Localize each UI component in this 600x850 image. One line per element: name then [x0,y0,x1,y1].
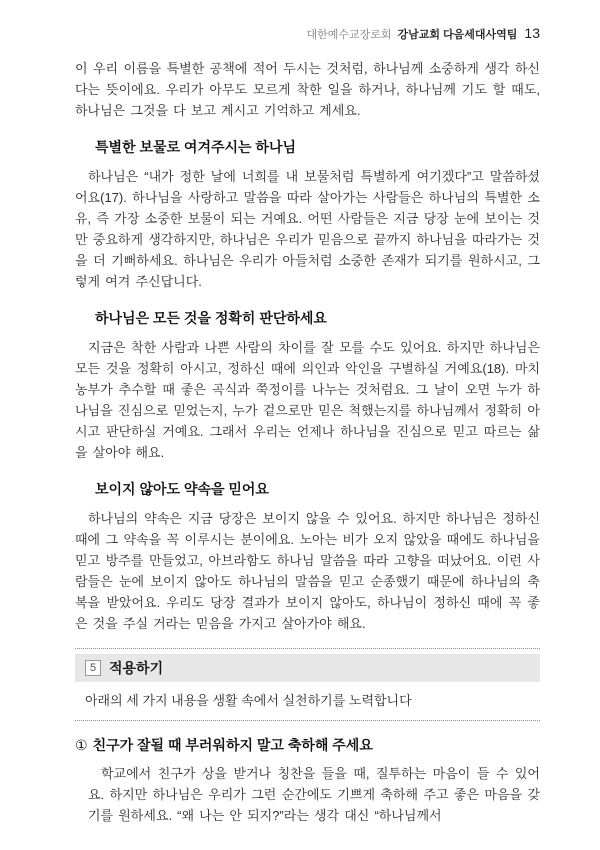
church-name: 강남교회 다음세대사역팀 [397,29,518,41]
application-item-title: 친구가 잘될 때 부러워하지 말고 축하해 주세요 [92,737,373,753]
section-heading-treasure: 특별한 보물로 여겨주시는 하나님 [95,139,297,155]
section-body-promise: 하나님의 약속은 지금 당장은 보이지 않을 수 있어요. 하지만 하나님은 정하신 때에 그 약속을 꼭 이루시는 분이에요. 노아는 비가 오지 않았을 때에도 하나님을 믿고 방주를 만들었고, 아브라함도 하나님 말씀을 따라 고향을 떠났어요. 이런 사람들은 눈에 보이지 않아도 하나님의 말씀을 믿고 순종했기 때문에 하나님의 축복을 받았어요. 우리도 당장 결과가 보이지 않아도, 하나님이 정하신 때에 꼭 좋은 것을 주실 거라는 믿음을 가지고 살아가야 해요. [75,511,540,631]
section-heading-judgment: 하나님은 모든 것을 정확히 판단하세요 [95,310,327,326]
apply-banner [75,654,540,682]
application-item-body: 학교에서 친구가 상을 받거나 칭찬을 들을 때, 질투하는 마음이 들 수 있어요. 하지만 하나님은 우리가 그런 순간에도 기쁘게 축하해 주고 좋은 마음을 갖기를 원하세요. “왜 나는 안 되지?”라는 생각 대신 “하나님께서 [88,766,540,823]
continued-paragraph: 이 우리 이름을 특별한 공책에 적어 두시는 것처럼, 하나님께 소중하게 생각 하신다는 뜻이에요. 우리가 아무도 모르게 착한 일을 하거나, 하나님께 기도 할 때도, 하나님은 그것을 다 보고 계시고 기억하고 계세요. [75,61,540,118]
publisher-name: 대한예수교장로회 [306,29,392,41]
apply-intro-text: 아래의 세 가지 내용을 생활 속에서 실천하기를 노력합니다 [85,693,412,708]
page-header [75,26,540,42]
application-item-heading [75,735,540,755]
section-body-judgment: 지금은 착한 사람과 나쁜 사람의 차이를 잘 모를 수도 있어요. 하지만 하나님은 모든 것을 정확히 아시고, 정하신 때에 의인과 악인을 구별하실 거예요(18). 마치 농부가 추수할 때 좋은 곡식과 쭉정이를 나누는 것처럼요. 그 날이 오면 누가 하나님을 진심으로 믿었는지, 누가 겉으로만 믿은 척했는지를 하나님께서 정확히 아시고 판단하실 거예요. 그래서 우리는 언제나 하나님을 진심으로 믿고 따르는 삶을 살아야 해요. [75,340,540,460]
circled-one-marker: ① [75,737,88,753]
section-heading-promise: 보이지 않아도 약속을 믿어요 [95,481,269,497]
apply-section [75,648,540,721]
section-body-treasure: 하나님은 “내가 정한 날에 너희를 내 보물처럼 특별하게 여기겠다”고 말씀하셨어요(17). 하나님을 사랑하고 말씀을 따라 살아가는 사람들은 하나님의 특별한 소유, 즉 가장 소중한 보물이 되는 거예요. 어떤 사람들은 지금 당장 눈에 보이는 것만 중요하게 생각하지만, 하나님은 우리가 믿음으로 끝까지 하나님을 따라가는 것을 더 기뻐하세요. 하나님은 우리가 아들처럼 소중한 존재가 되기를 원하시고, 그렇게 여겨 주신답니다. [75,169,540,289]
page-number: 13 [524,25,540,41]
section-number-badge: 5 [85,660,101,676]
apply-section-title: 적용하기 [109,660,164,676]
